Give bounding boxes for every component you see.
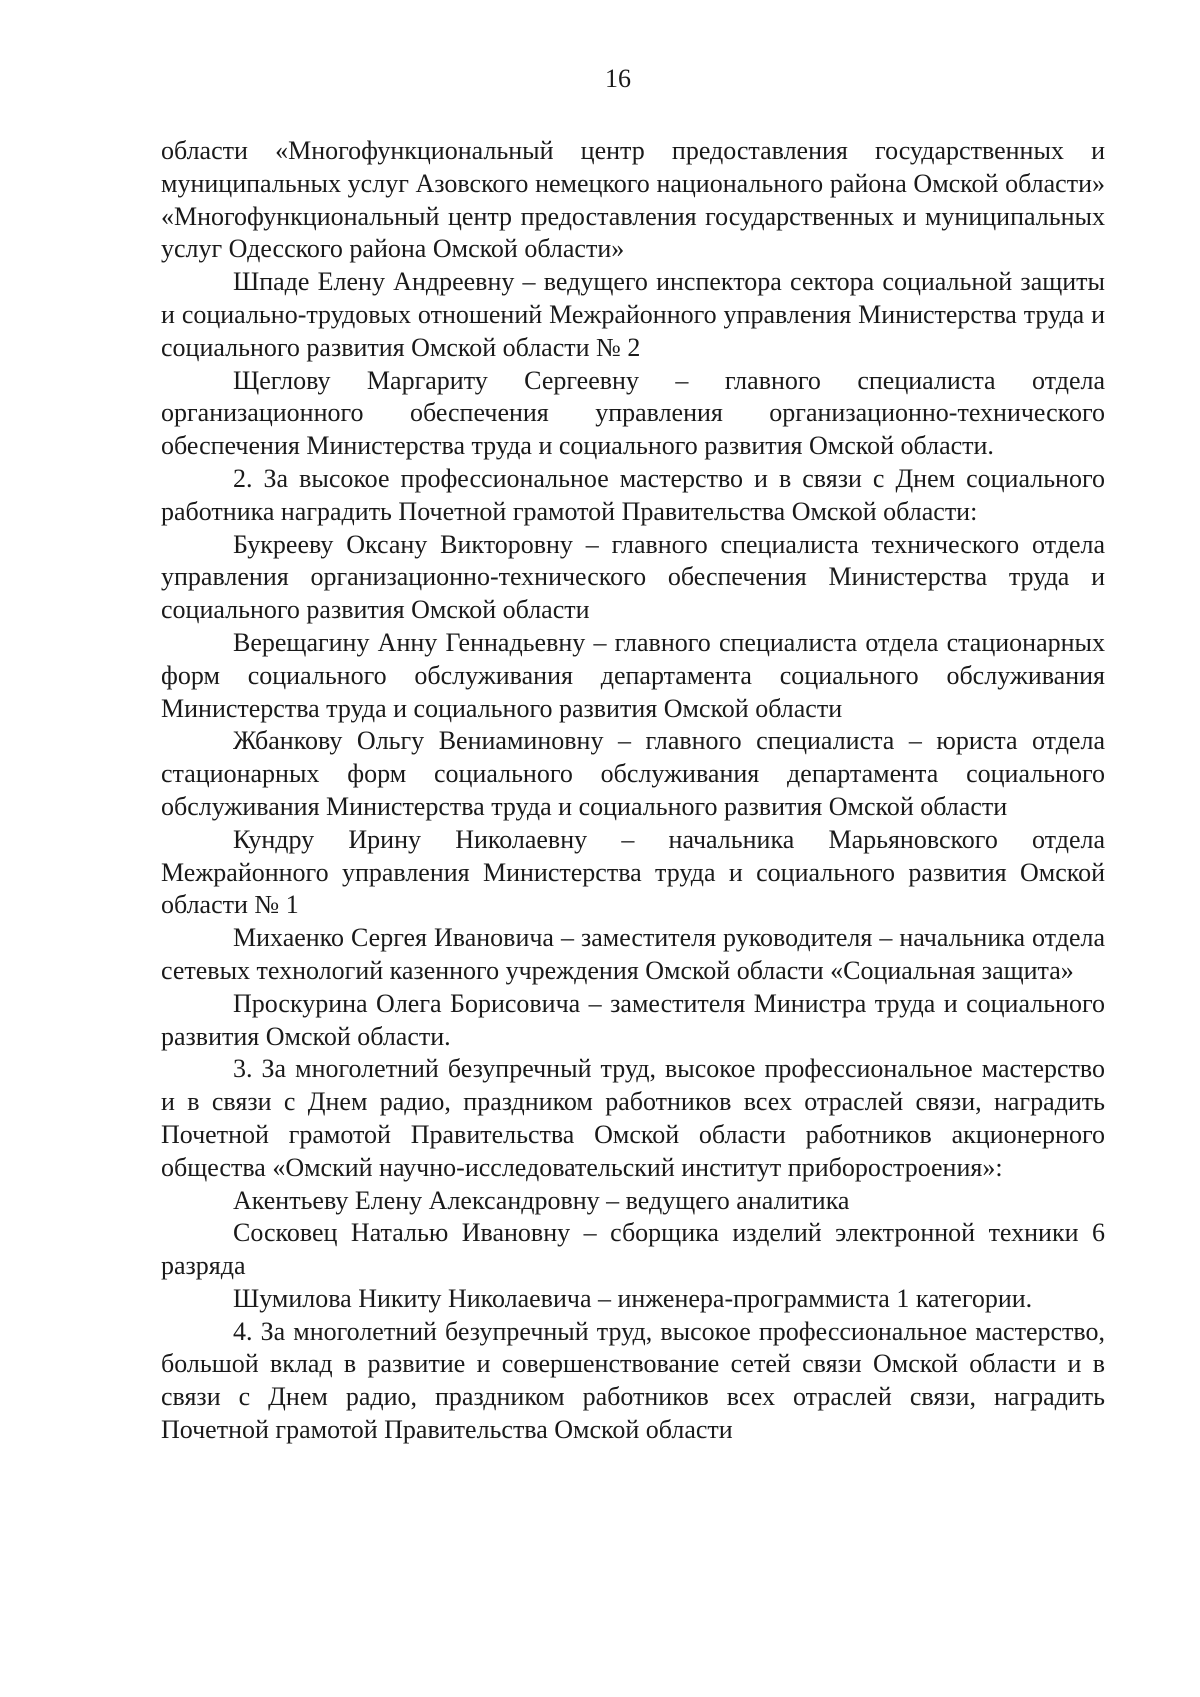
paragraph-zhbankova: Жбанкову Ольгу Вениаминовну – главного специалиста – юриста отдела стационарных форм социального обслуживания департамента социального обслуживания Министерства труда и социального развития Омской области: [161, 726, 1105, 821]
paragraph-akentieva: Акентьеву Елену Александровну – ведущего аналитика: [233, 1185, 850, 1215]
paragraph-section-3: 3. За многолетний безупречный труд, высокое профессиональное мастерство и в связи с Днем радио, праздником работников всех отраслей связи, наградить Почетной грамотой Правительства Омской области работников акционерного общества «Омский научно-исследовательский институт приборостроения»:: [161, 1054, 1105, 1182]
paragraph-shumilov: Шумилова Никиту Николаевича – инженера-программиста 1 категории.: [233, 1283, 1033, 1313]
paragraph-vereshchagina: Верещагину Анну Геннадьевну – главного специалиста отдела стационарных форм социального обслуживания департамента социального обслуживания Министерства труда и социального развития Омской области: [161, 627, 1105, 723]
document-body: [161, 135, 1105, 1447]
paragraph-proskurin: Проскурина Олега Борисовича – заместителя Министра труда и социального развития Омской области.: [161, 988, 1105, 1051]
page-number: 16: [605, 64, 631, 93]
paragraph-shcheglova: Щеглову Маргариту Сергеевну – главного специалиста отдела организационного обеспечения управления организационно-технического обеспечения Министерства труда и социального развития Омской области.: [161, 365, 1105, 461]
paragraph-section-2: 2. За высокое профессиональное мастерство и в связи с Днем социального работника наградить Почетной грамотой Правительства Омской области:: [161, 463, 1105, 526]
paragraph-shpade: Шпаде Елену Андреевну – ведущего инспектора сектора социальной защиты и социально-трудовых отношений Межрайонного управления Министерства труда и социального развития Омской области № 2: [161, 267, 1105, 362]
paragraph-kundra: Кундру Ирину Николаевну – начальника Марьяновского отдела Межрайонного управления Министерства труда и социального развития Омской области № 1: [161, 824, 1105, 920]
paragraph-mikhaenko: Михаенко Сергея Ивановича – заместителя руководителя – начальника отдела сетевых технологий казенного учреждения Омской области «Социальная защита»: [161, 923, 1105, 985]
paragraph-bukreeva: Букрееву Оксану Викторовну – главного специалиста технического отдела управления организационно-технического обеспечения Министерства труда и социального развития Омской области: [161, 529, 1105, 625]
paragraph-soskovets: Сосковец Наталью Ивановну – сборщика изделий электронной техники 6 разряда: [161, 1218, 1105, 1281]
paragraph-section-4: 4. За многолетний безупречный труд, высокое профессиональное мастерство, большой вклад в развитие и совершенствование сетей связи Омской области и в связи с Днем радио, праздником работников всех отраслей связи, наградить Почетной грамотой Правительства Омской области: [161, 1316, 1105, 1445]
paragraph-continuation-mfc: области «Многофункциональный центр предоставления государственных и муниципальных услуг Азовского немецкого национального района Омской области» «Многофункциональный центр предоставления государственных и муниципальных услуг Одесского района Омской области»: [161, 136, 1105, 264]
